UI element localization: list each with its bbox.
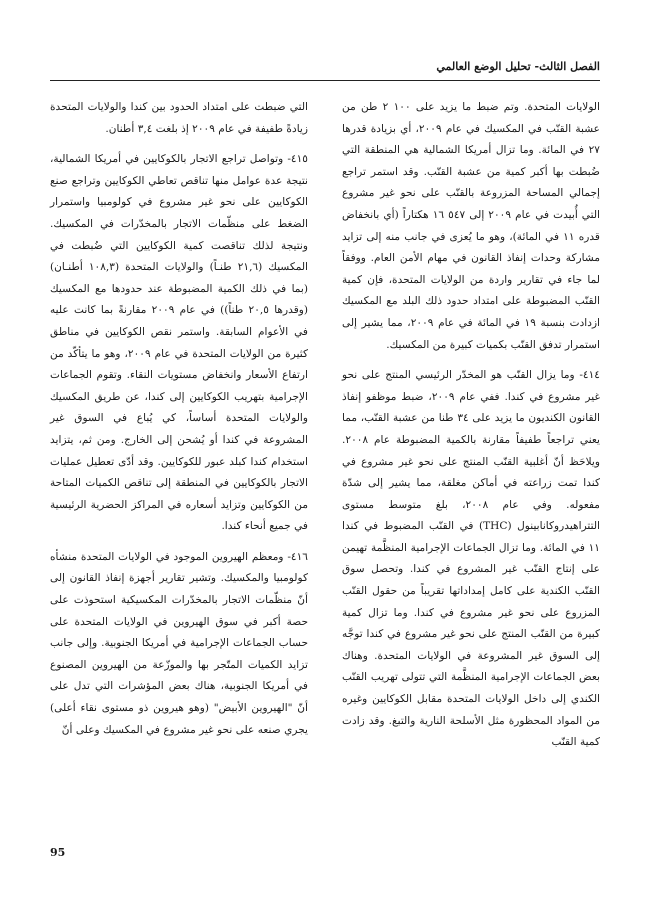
paragraph-continuation: التي ضبطت على امتداد الحدود بين كندا والولايات المتحدة زيادةً طفيفة في عام ٢٠٠٩ إذ بلغت ٣,٤ أطنان. [50,101,308,135]
right-column [342,97,600,754]
paragraph-414: ٤١٤- وما يزال القنّب هو المخدّر الرئيسي المنتج على نحو غير مشروع في كندا. ففي عام ٢٠٠٩، ضبط موظفو إنفاذ القانون الكنديون ما يزيد على ٣٤ طنا من عشبة القنّب، مما يعني تراجعاً طفيفاً مقارنة بالكمية المضبوطة عام ٢٠٠٨. ويلاحَظ أنّ أغلبية القنّب المنتج على نحو غير مشروع في كندا تمت زراعته في أماكن مغلقة، مما يشير إلى شدّة مفعوله. وفي عام ٢٠٠٨، بلغ متوسط مستوى التتراهيدروكانابينول (THC) في القنّب المضبوط في كندا ١١ في المائة. وما تزال الجماعات الإجرامية المنظَّمة تهيمن على إنتاج القنّب غير المشروع في كندا. وتحصل سوق القنّب الكندية على كامل إمداداتها تقريباً من حقول القنّب المزروع على نحو غير مشروع في كندا. وما تزال كمية كبيرة من القنّب المنتج على نحو غير مشروع في كندا توجَّه إلى السوق غير المشروعة في الولايات المتحدة. وهناك بعض الجماعات الإجرامية المنظَّمة التي تتولى تهريب القنّب الكندي إلى داخل الولايات المتحدة مقابل الكوكايين وغيره من المواد المحظورة مثل الأسلحة النارية والتبغ. وقد زادت كمية القنّب [342,369,600,749]
left-column [50,97,308,741]
page-header [50,58,600,81]
paragraph-416: ٤١٦- ومعظم الهيروين الموجود في الولايات المتحدة منشأه كولومبيا والمكسيك. وتشير تقارير أجهزة إنفاذ القانون إلى أنّ منظّمات الاتجار بالمخدّرات المكسيكية استحوذت على حصة أكبر في سوق الهيروين في الولايات المتحدة على حساب الجماعات الإجرامية في أمريكا الجنوبية. وإلى جانب تزايد الكميات المتّجر بها والموزّعة من الهيروين المصنوع في أمريكا الجنوبية، هناك بعض المؤشرات التي تدل على أنّ "الهيروين الأبيض" (وهو هيروين ذو مستوى نقاء أعلى) يجري صنعه على نحو غير مشروع في المكسيك وعلى أنّ [50,550,308,736]
paragraph-415: ٤١٥- وتواصل تراجع الاتجار بالكوكايين في أمريكا الشمالية، نتيجة عدة عوامل منها تناقص تعاطي الكوكايين وتراجع صنع الكوكايين على نحو غير مشروع في كولومبيا واستمرار الضغط على منظّمات الاتجار بالمخدّرات في المكسيك. ونتيجة لذلك تناقصت كمية الكوكايين التي ضُبطت في المكسيك (٢١,٦ طنـاً) والولايات المتحدة (١٠٨,٣ أطنـان) (بما في ذلك الكمية المضبوطة عند حدودها مع المكسيك (وقدرها ٢٠,٥ طناً)) في عام ٢٠٠٩ مقارنةً بما كانت عليه في الأعوام السابقة. واستمر نقص الكوكايين في مناطق كثيرة من الولايات المتحدة في عام ٢٠٠٩، وهو ما يتأكّد من ارتفاع الأسعار وانخفاض مستويات النقاء. وتقوم الجماعات الإجرامية بتهريب الكوكايين إلى كندا، عن طريق المكسيك والولايات المتحدة أساساً، كي يُباع في السوق غير المشروعة في كندا أو يُشحن إلى الخارج. ومن ثم، يتزايد استخدام كندا كبلد عبور للكوكايين. وقد أدّى تعطيل عمليات الاتجار بالكوكايين في المنطقة إلى تناقص الكميات المتاحة من الكوكايين وتزايد أسعاره في المراكز الحضرية الرئيسية في جميع أنحاء كندا. [50,153,309,533]
page-number: 95 [50,846,66,859]
paragraph-continuation: الولايات المتحدة. وتم ضبط ما يزيد على ١٠٠ ٢ طن من عشبة القنّب في المكسيك في عام ٢٠٠٩، أي بزيادة قدرها ٢٧ في المائة. وما تزال أمريكا الشمالية هي المنطقة التي ضُبطت بها أكبر كمية من عشبة القنّب. وقد استمر تراجع إجمالي المساحة المزروعة بالقنّب على نحو غير مشروع التي أُبيدت في عام ٢٠٠٩ إلى ٥٤٧ ١٦ هكتاراً (أي بانخفاض قدره ١١ في المائة)، وهو ما يُعزى في جانب منه إلى تزايد مشاركة وحدات إنفاذ القانون في مهام الأمن العام. ووفقاً لما جاء في تقارير واردة من الولايات المتحدة، فإن كمية القنّب المضبوطة على امتداد حدود ذلك البلد مع المكسيك ازدادت بنسبة ١٩ في المائة في عام ٢٠٠٩، مما يشير إلى استمرار تدفق القنّب بكميات كبيرة من المكسيك. [342,101,601,351]
chapter-title: الفصل الثالث- تحليل الوضع العالمي [436,60,600,73]
